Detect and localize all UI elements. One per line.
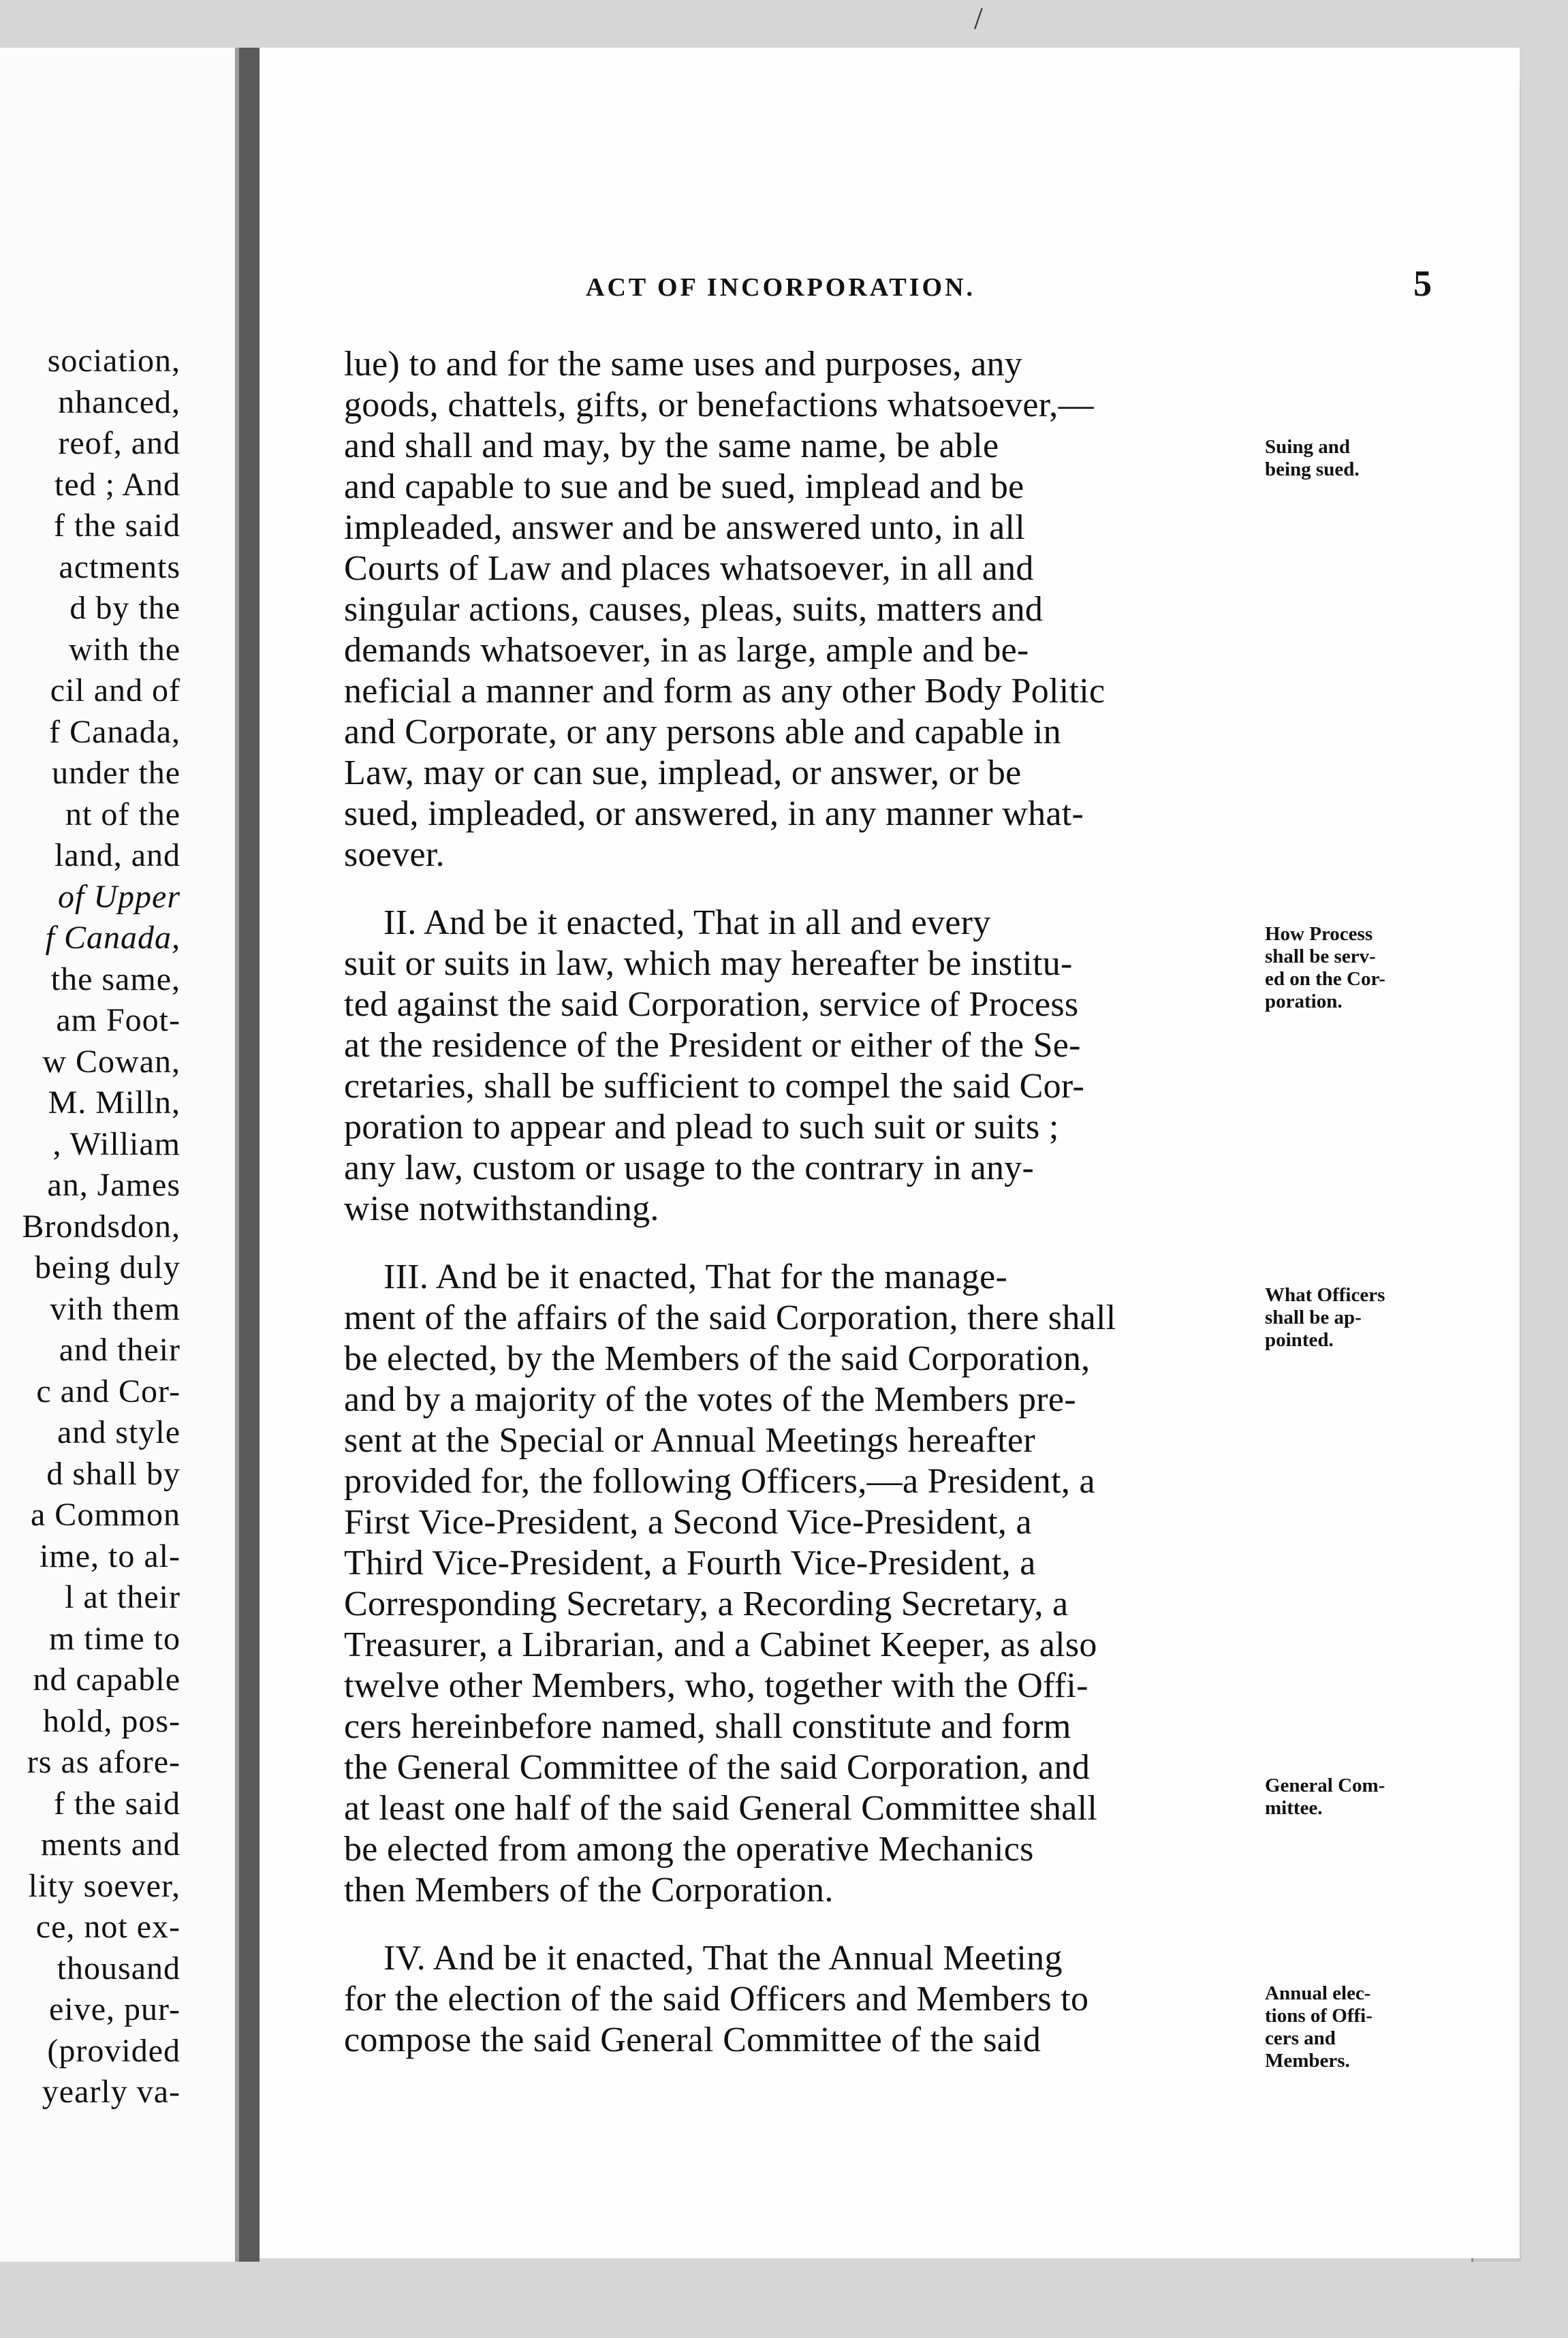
left-page-line: c and Cor- <box>36 1373 181 1409</box>
text-line: at least one half of the said General Committee shall <box>344 1789 1098 1828</box>
left-page-line: (provided <box>47 2032 181 2069</box>
text-line: soever. <box>344 835 445 874</box>
text-line: neficial a manner and form as any other Body Politic <box>344 672 1106 711</box>
marginal-note-general-committee <box>1265 1775 1442 1820</box>
left-page-line: ted ; And <box>54 466 181 503</box>
marginal-note-line: mittee. <box>1265 1797 1323 1819</box>
text-line: at the residence of the President or either of the Se- <box>344 1026 1081 1065</box>
left-page-line: and their <box>59 1332 181 1368</box>
text-line: for the election of the said Officers and Members to <box>344 1980 1089 2019</box>
left-page-line: , William <box>52 1125 181 1162</box>
text-line: IV. And be it enacted, That the Annual Meeting <box>383 1939 1063 1978</box>
marginal-note-line: pointed. <box>1265 1329 1334 1351</box>
left-page-line: vith them <box>50 1290 181 1327</box>
book-gutter <box>239 48 260 2262</box>
text-line: wise notwithstanding. <box>344 1189 659 1228</box>
left-page-line: d by the <box>69 590 181 626</box>
text-line: provided for, the following Officers,—a President, a <box>344 1462 1095 1501</box>
marginal-note-line: ed on the Cor- <box>1265 968 1385 990</box>
text-line: and by a majority of the votes of the Members pre- <box>344 1380 1076 1419</box>
left-page-line: nd capable <box>33 1662 181 1698</box>
left-page-line: f the said <box>54 1785 181 1822</box>
running-head: ACT OF INCORPORATION. <box>586 273 976 302</box>
left-page-line: f Canada, <box>49 713 181 750</box>
marginal-note-line: Suing and <box>1265 436 1350 458</box>
left-page-line: sociation, <box>47 343 181 379</box>
left-page-line: Brondsdon, <box>22 1208 181 1245</box>
left-page-line: the same, <box>50 961 181 997</box>
section-iv <box>344 1938 1250 2061</box>
marginal-note-process <box>1265 923 1442 1013</box>
left-page-line: eive, pur- <box>49 1991 181 2027</box>
scan-mark: / <box>974 1 983 35</box>
text-line: lue) to and for the same uses and purposes, any <box>344 345 1023 384</box>
left-page-line: ce, not ex- <box>35 1909 181 1945</box>
left-page-line: a Common <box>31 1497 181 1533</box>
marginal-note-line: shall be serv- <box>1265 946 1376 967</box>
text-line: ment of the affairs of the said Corporation, there shall <box>344 1298 1116 1337</box>
text-line: and capable to sue and be sued, implead and be <box>344 467 1024 506</box>
left-page-line: yearly va- <box>42 2074 181 2110</box>
marginal-note-line: poration. <box>1265 991 1343 1012</box>
left-page-line: being duly <box>35 1249 181 1285</box>
paragraph-continuation <box>344 344 1250 875</box>
marginal-note-line: cers and <box>1265 2027 1336 2049</box>
left-page-line: nhanced, <box>58 384 181 420</box>
text-line: Corresponding Secretary, a Recording Secretary, a <box>344 1585 1069 1623</box>
marginal-note-line: Members. <box>1265 2050 1350 2072</box>
text-line: sued, impleaded, or answered, in any manner what- <box>344 794 1084 833</box>
marginal-note-line: How Process <box>1265 923 1373 945</box>
text-line: twelve other Members, who, together with the Offi- <box>344 1666 1088 1705</box>
left-facing-page <box>0 48 239 2262</box>
left-page-line: am Foot- <box>56 1002 181 1038</box>
text-line: goods, chattels, gifts, or benefactions whatsoever,— <box>344 386 1094 424</box>
text-line: impleaded, answer and be answered unto, in all <box>344 508 1026 547</box>
section-iii <box>344 1257 1250 1911</box>
left-page-line: cil and of <box>50 672 181 708</box>
left-page-line: M. Milln, <box>48 1085 181 1121</box>
left-page-line: under the <box>52 755 181 791</box>
text-line: then Members of the Corporation. <box>344 1871 834 1910</box>
left-page-line: hold, pos- <box>43 1702 181 1739</box>
text-line: the General Committee of the said Corporation, and <box>344 1748 1091 1787</box>
marginal-note-line: General Com- <box>1265 1775 1385 1796</box>
text-line: Courts of Law and places whatsoever, in all and <box>344 549 1034 588</box>
left-page-line: f Canada, <box>45 920 181 956</box>
left-page-line: rs as afore- <box>27 1744 181 1780</box>
text-line: suit or suits in law, which may hereafter be institu- <box>344 944 1073 983</box>
left-page-line: of Upper <box>58 878 181 915</box>
text-line: Treasurer, a Librarian, and a Cabinet Keeper, as also <box>344 1625 1097 1664</box>
left-page-line: ments and <box>41 1826 181 1862</box>
left-page-line: d shall by <box>46 1455 181 1492</box>
body-text <box>344 344 1250 2088</box>
text-line: cers hereinbefore named, shall constitute and form <box>344 1707 1071 1746</box>
left-page-line: with the <box>69 631 181 668</box>
left-page-line: actments <box>59 548 181 585</box>
text-line: be elected, by the Members of the said Corporation, <box>344 1339 1091 1378</box>
left-page-line: and style <box>57 1414 181 1450</box>
text-line: any law, custom or usage to the contrary in any- <box>344 1149 1035 1187</box>
marginal-note-officers <box>1265 1284 1442 1352</box>
text-line: sent at the Special or Annual Meetings hereafter <box>344 1421 1036 1460</box>
left-page-line: lity soever, <box>28 1867 181 1904</box>
section-ii <box>344 903 1250 1230</box>
marginal-note-line: shall be ap- <box>1265 1307 1362 1328</box>
text-line: be elected from among the operative Mechanics <box>344 1830 1034 1869</box>
text-line: ted against the said Corporation, service of Process <box>344 985 1079 1024</box>
left-page-line: nt of the <box>65 796 181 832</box>
left-page-line: w Cowan, <box>42 1043 181 1080</box>
text-line: and shall and may, by the same name, be able <box>344 426 999 465</box>
text-line: Law, may or can sue, implead, or answer, or be <box>344 753 1022 792</box>
left-page-line: thousand <box>57 1950 181 1986</box>
page-number: 5 <box>1413 263 1432 304</box>
text-line: demands whatsoever, in as large, ample and be- <box>344 631 1029 670</box>
text-line: compose the said General Committee of the said <box>344 2021 1041 2059</box>
left-page-line: l at their <box>65 1579 181 1615</box>
text-line: cretaries, shall be sufficient to compel the said Cor- <box>344 1067 1085 1106</box>
left-page-line: an, James <box>47 1167 181 1203</box>
text-line: First Vice-President, a Second Vice-President, a <box>344 1503 1032 1542</box>
text-line: poration to appear and plead to such suit or suits ; <box>344 1108 1059 1147</box>
left-page-line: ime, to al- <box>40 1538 181 1574</box>
left-page-line: land, and <box>54 837 181 873</box>
text-line: and Corporate, or any persons able and capable in <box>344 713 1061 751</box>
marginal-note-line: Annual elec- <box>1265 1982 1371 2004</box>
left-page-text <box>22 341 181 2113</box>
text-line: Third Vice-President, a Fourth Vice-President, a <box>344 1544 1036 1583</box>
marginal-note-line: What Officers <box>1265 1284 1385 1306</box>
text-line: III. And be it enacted, That for the manage- <box>383 1258 1008 1296</box>
text-line: II. And be it enacted, That in all and every <box>383 903 991 942</box>
marginal-note-line: tions of Offi- <box>1265 2005 1373 2027</box>
left-page-line: reof, and <box>58 425 181 461</box>
marginal-note-line: being sued. <box>1265 458 1360 480</box>
left-page-line: f the said <box>54 508 181 544</box>
left-page-line: m time to <box>49 1620 181 1657</box>
text-line: singular actions, causes, pleas, suits, matters and <box>344 590 1044 629</box>
marginal-note-annual-elections <box>1265 1982 1442 2072</box>
marginal-note-suing <box>1265 436 1442 481</box>
